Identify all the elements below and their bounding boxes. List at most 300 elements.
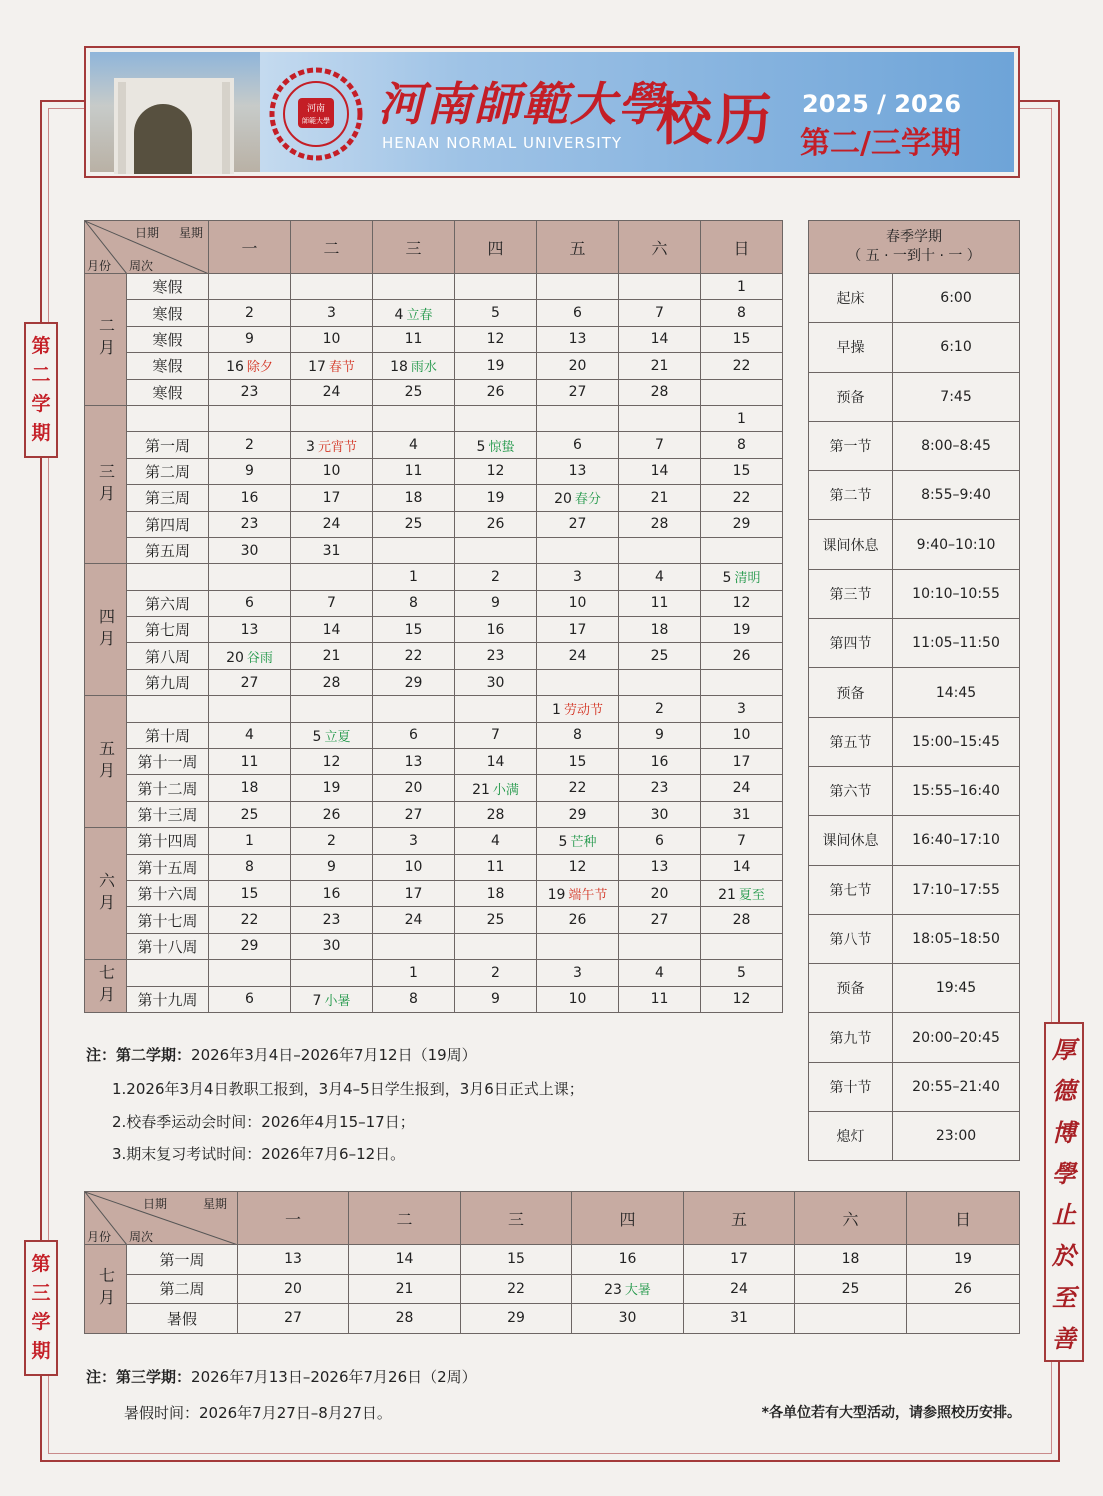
day-number: 15 xyxy=(404,621,423,638)
day-number: 25 xyxy=(404,516,423,533)
corner-weekno-label: 周次 xyxy=(129,1230,154,1244)
day-number: 2 xyxy=(245,305,254,322)
day-number: 31 xyxy=(322,542,341,559)
month-label: 三月 xyxy=(85,405,127,563)
schedule-row xyxy=(809,1062,1020,1111)
day-cell xyxy=(537,722,619,748)
day-cell xyxy=(619,300,701,326)
day-number: 1 xyxy=(737,410,746,427)
day-number: 4 xyxy=(655,964,664,981)
day-cell xyxy=(537,326,619,352)
schedule-row xyxy=(809,372,1020,421)
day-number: 28 xyxy=(650,516,669,533)
day-number: 24 xyxy=(404,912,423,929)
day-cell xyxy=(537,617,619,643)
day-number: 14 xyxy=(486,753,505,770)
day-cell xyxy=(701,353,783,379)
day-cell xyxy=(455,405,537,431)
calendar-row xyxy=(85,880,783,906)
day-cell xyxy=(619,722,701,748)
schedule-item: 第三节 xyxy=(809,569,893,618)
day-cell xyxy=(291,801,373,827)
day-number: 29 xyxy=(240,938,259,955)
day-cell xyxy=(701,300,783,326)
day-cell xyxy=(701,669,783,695)
day-number: 11 xyxy=(240,753,259,770)
day-cell xyxy=(619,696,701,722)
day-header: 一 xyxy=(209,221,291,274)
holiday-label: 芒种 xyxy=(570,835,597,851)
day-cell xyxy=(455,828,537,854)
day-number: 6 xyxy=(573,437,582,454)
day-cell xyxy=(291,432,373,458)
day-number: 27 xyxy=(240,674,259,691)
vertical-char: 止 xyxy=(1052,1200,1076,1230)
day-number: 18 xyxy=(486,885,505,902)
campus-gate-image xyxy=(90,52,260,172)
day-cell xyxy=(455,274,537,300)
holiday-label: 惊蛰 xyxy=(488,439,515,455)
day-number: 3 xyxy=(737,700,746,717)
holiday-label: 小满 xyxy=(492,782,519,798)
day-number: 7 xyxy=(655,305,664,322)
day-cell xyxy=(619,564,701,590)
schedule-row xyxy=(809,471,1020,520)
schedule-row xyxy=(809,619,1020,668)
month-label: 七月 xyxy=(85,1245,127,1334)
day-cell xyxy=(209,669,291,695)
note-item: 2.校春季运动会时间：2026年4月15–17日； xyxy=(112,1113,415,1131)
svg-text:河南: 河南 xyxy=(306,104,326,114)
day-header: 五 xyxy=(684,1192,795,1245)
day-number: 24 xyxy=(732,780,751,797)
day-cell xyxy=(291,828,373,854)
day-number: 2 xyxy=(655,700,664,717)
day-number: 20 xyxy=(404,780,423,797)
day-number: 17 xyxy=(568,621,587,638)
note-prefix: 注： xyxy=(86,1368,117,1386)
day-number: 20 xyxy=(554,491,572,508)
day-number: 3 xyxy=(306,438,315,455)
day-cell xyxy=(619,749,701,775)
day-cell xyxy=(291,564,373,590)
day-cell xyxy=(455,960,537,986)
day-cell xyxy=(701,749,783,775)
day-number: 26 xyxy=(486,516,505,533)
day-number: 10 xyxy=(322,331,341,348)
schedule-item: 预备 xyxy=(809,964,893,1013)
corner-date-label: 日期 xyxy=(135,226,160,240)
day-number: 3 xyxy=(573,568,582,585)
week-label: 第十五周 xyxy=(127,854,209,880)
day-cell xyxy=(291,511,373,537)
day-cell xyxy=(209,274,291,300)
day-cell xyxy=(537,880,619,906)
calendar-row xyxy=(85,722,783,748)
day-number: 27 xyxy=(568,516,587,533)
day-cell xyxy=(455,801,537,827)
day-number: 5 xyxy=(476,438,486,455)
day-cell xyxy=(684,1245,795,1275)
day-number: 8 xyxy=(573,727,582,744)
day-number: 2 xyxy=(491,964,500,981)
schedule-item: 课间休息 xyxy=(809,816,893,865)
day-header: 五 xyxy=(537,221,619,274)
day-cell xyxy=(537,458,619,484)
week-label: 第二周 xyxy=(127,458,209,484)
day-cell xyxy=(455,458,537,484)
calendar-row xyxy=(85,775,783,801)
day-number: 15 xyxy=(507,1251,525,1268)
day-number: 24 xyxy=(568,648,587,665)
schedule-item: 课间休息 xyxy=(809,520,893,569)
day-cell xyxy=(795,1304,907,1334)
day-cell xyxy=(684,1304,795,1334)
day-header: 六 xyxy=(795,1192,907,1245)
day-number: 19 xyxy=(486,489,505,506)
month-label: 四月 xyxy=(85,564,127,696)
calendar-row xyxy=(85,432,783,458)
day-cell xyxy=(619,801,701,827)
holiday-label: 除夕 xyxy=(246,360,273,376)
day-number: 4 xyxy=(409,437,418,454)
header-background xyxy=(90,52,1014,172)
day-number: 23 xyxy=(240,384,259,401)
day-number: 14 xyxy=(395,1251,414,1268)
day-cell xyxy=(291,300,373,326)
day-number: 26 xyxy=(486,384,505,401)
day-cell xyxy=(701,617,783,643)
calendar-row xyxy=(85,274,783,300)
day-cell xyxy=(701,590,783,616)
day-cell xyxy=(619,854,701,880)
week-label xyxy=(127,960,209,986)
day-cell xyxy=(701,880,783,906)
vertical-char: 三 xyxy=(31,1282,51,1304)
day-cell xyxy=(373,907,455,933)
calendar-row xyxy=(85,485,783,511)
calendar-row xyxy=(85,405,783,431)
day-number: 13 xyxy=(404,753,423,770)
day-cell xyxy=(701,458,783,484)
day-cell xyxy=(907,1245,1020,1275)
day-cell xyxy=(455,907,537,933)
day-cell xyxy=(209,801,291,827)
day-cell xyxy=(619,379,701,405)
day-cell xyxy=(537,775,619,801)
day-cell xyxy=(291,907,373,933)
calendar-row xyxy=(85,749,783,775)
day-number: 17 xyxy=(404,885,423,902)
day-number: 22 xyxy=(568,780,587,797)
week-label xyxy=(127,696,209,722)
day-cell xyxy=(701,907,783,933)
day-cell xyxy=(209,511,291,537)
day-cell xyxy=(455,432,537,458)
week-label xyxy=(127,405,209,431)
day-cell xyxy=(373,749,455,775)
day-number: 1 xyxy=(737,278,746,295)
calendar-row xyxy=(85,1304,1020,1334)
day-cell xyxy=(537,643,619,669)
day-number: 11 xyxy=(650,595,669,612)
day-number: 29 xyxy=(507,1310,525,1327)
day-number: 19 xyxy=(732,621,751,638)
day-number: 27 xyxy=(284,1310,302,1327)
day-cell xyxy=(455,590,537,616)
day-number: 21 xyxy=(322,648,341,665)
vertical-char: 第 xyxy=(31,335,51,357)
daily-schedule-table xyxy=(808,220,1020,1161)
day-cell xyxy=(209,458,291,484)
day-cell xyxy=(619,960,701,986)
schedule-row xyxy=(809,816,1020,865)
schedule-item: 第十节 xyxy=(809,1062,893,1111)
day-cell xyxy=(373,485,455,511)
day-number: 6 xyxy=(573,305,582,322)
day-number: 7 xyxy=(737,832,746,849)
schedule-time: 15:00–15:45 xyxy=(893,717,1020,766)
day-cell xyxy=(373,854,455,880)
calendar-row xyxy=(85,960,783,986)
day-number: 7 xyxy=(655,437,664,454)
day-cell xyxy=(907,1304,1020,1334)
vertical-char: 厚 xyxy=(1052,1035,1076,1065)
day-number: 5 xyxy=(491,305,500,322)
day-cell xyxy=(701,379,783,405)
calendar-row xyxy=(85,933,783,959)
calendar-row xyxy=(85,696,783,722)
schedule-row xyxy=(809,668,1020,717)
day-cell xyxy=(209,696,291,722)
day-cell xyxy=(455,986,537,1012)
day-number: 30 xyxy=(240,542,259,559)
day-cell xyxy=(373,511,455,537)
day-cell xyxy=(701,485,783,511)
day-cell xyxy=(291,590,373,616)
day-number: 10 xyxy=(322,463,341,480)
day-cell xyxy=(291,485,373,511)
calendar-row xyxy=(85,326,783,352)
schedule-item: 熄灯 xyxy=(809,1112,893,1161)
day-cell xyxy=(537,801,619,827)
day-number: 5 xyxy=(558,834,568,851)
day-cell xyxy=(455,775,537,801)
day-number: 8 xyxy=(409,991,418,1008)
corner-date-label: 日期 xyxy=(143,1197,168,1211)
schedule-item: 预备 xyxy=(809,668,893,717)
day-number: 11 xyxy=(404,331,423,348)
day-cell xyxy=(619,775,701,801)
day-number: 10 xyxy=(568,991,587,1008)
day-cell xyxy=(537,405,619,431)
day-cell xyxy=(619,617,701,643)
calendar-row xyxy=(85,537,783,563)
semester3-note xyxy=(86,1366,477,1387)
day-number: 2 xyxy=(327,832,336,849)
schedule-row xyxy=(809,766,1020,815)
day-number: 20 xyxy=(284,1280,302,1297)
school-motto xyxy=(1044,1022,1084,1362)
schedule-item: 第九节 xyxy=(809,1013,893,1062)
day-number: 19 xyxy=(954,1251,972,1268)
day-number: 17 xyxy=(322,489,341,506)
day-cell xyxy=(373,432,455,458)
schedule-time: 17:10–17:55 xyxy=(893,865,1020,914)
day-number: 11 xyxy=(486,859,505,876)
week-label: 第十八周 xyxy=(127,933,209,959)
day-cell xyxy=(701,274,783,300)
day-cell xyxy=(537,907,619,933)
day-number: 30 xyxy=(618,1310,637,1327)
day-header: 二 xyxy=(349,1192,461,1245)
day-cell xyxy=(291,353,373,379)
day-number: 6 xyxy=(409,727,418,744)
day-number: 25 xyxy=(486,912,505,929)
day-cell xyxy=(619,933,701,959)
calendar-row xyxy=(85,379,783,405)
schedule-title: 春季学期 xyxy=(886,229,942,245)
week-label: 第一周 xyxy=(127,432,209,458)
day-cell xyxy=(209,353,291,379)
week-label: 第十七周 xyxy=(127,907,209,933)
holiday-label: 元宵节 xyxy=(317,439,357,455)
day-cell xyxy=(209,828,291,854)
day-number: 5 xyxy=(722,570,732,587)
day-cell xyxy=(701,511,783,537)
note-label: 第三学期： xyxy=(116,1368,192,1386)
day-header: 四 xyxy=(572,1192,684,1245)
day-number: 24 xyxy=(322,384,341,401)
schedule-row xyxy=(809,1112,1020,1161)
vertical-char: 至 xyxy=(1052,1282,1076,1312)
day-cell xyxy=(373,353,455,379)
day-cell xyxy=(209,617,291,643)
day-number: 31 xyxy=(732,806,751,823)
holiday-label: 谷雨 xyxy=(246,650,273,666)
day-number: 10 xyxy=(568,595,587,612)
day-cell xyxy=(209,960,291,986)
day-number: 7 xyxy=(327,595,336,612)
holiday-label: 雨水 xyxy=(410,360,437,376)
day-cell xyxy=(373,828,455,854)
schedule-time: 19:45 xyxy=(893,964,1020,1013)
week-label: 第九周 xyxy=(127,669,209,695)
calendar-row xyxy=(85,828,783,854)
day-cell xyxy=(537,960,619,986)
day-number: 1 xyxy=(245,832,254,849)
day-cell xyxy=(619,880,701,906)
day-cell xyxy=(461,1245,572,1275)
schedule-row xyxy=(809,865,1020,914)
svg-text:師範大學: 師範大學 xyxy=(302,117,330,125)
holiday-label: 端午节 xyxy=(568,888,608,904)
day-number: 12 xyxy=(486,463,505,480)
day-number: 3 xyxy=(409,832,418,849)
vertical-char: 期 xyxy=(31,1340,51,1362)
week-label xyxy=(127,564,209,590)
day-cell xyxy=(373,458,455,484)
day-number: 10 xyxy=(404,859,423,876)
day-number: 21 xyxy=(395,1280,414,1297)
day-number: 12 xyxy=(732,991,751,1008)
corner-weekday-label: 星期 xyxy=(179,226,204,240)
day-number: 11 xyxy=(404,463,423,480)
day-number: 28 xyxy=(650,384,669,401)
holiday-label: 立春 xyxy=(406,307,433,323)
schedule-row xyxy=(809,964,1020,1013)
semester2-calendar xyxy=(84,220,783,1013)
day-header: 三 xyxy=(373,221,455,274)
day-number: 14 xyxy=(732,859,751,876)
holiday-label: 清明 xyxy=(734,571,761,587)
day-number: 30 xyxy=(486,674,505,691)
calendar-row xyxy=(85,854,783,880)
day-cell xyxy=(373,537,455,563)
semester3-side-tab xyxy=(24,1240,58,1376)
day-cell xyxy=(209,907,291,933)
day-number: 25 xyxy=(404,384,423,401)
holiday-label: 夏至 xyxy=(738,888,765,904)
day-number: 17 xyxy=(308,359,326,376)
day-number: 28 xyxy=(322,674,341,691)
day-cell xyxy=(537,485,619,511)
day-cell xyxy=(701,933,783,959)
calendar-row xyxy=(85,511,783,537)
day-cell xyxy=(701,801,783,827)
calendar-row xyxy=(85,669,783,695)
day-cell xyxy=(537,274,619,300)
day-cell xyxy=(373,775,455,801)
day-cell xyxy=(373,564,455,590)
day-number: 4 xyxy=(655,568,664,585)
day-cell xyxy=(455,854,537,880)
day-number: 22 xyxy=(507,1280,525,1297)
day-cell xyxy=(701,960,783,986)
day-cell xyxy=(619,326,701,352)
day-number: 18 xyxy=(240,780,259,797)
day-number: 15 xyxy=(732,463,751,480)
day-number: 12 xyxy=(486,331,505,348)
schedule-time: 15:55–16:40 xyxy=(893,766,1020,815)
schedule-item: 第八节 xyxy=(809,914,893,963)
day-cell xyxy=(291,696,373,722)
day-cell xyxy=(373,300,455,326)
day-header: 二 xyxy=(291,221,373,274)
day-number: 3 xyxy=(327,305,336,322)
day-cell xyxy=(701,722,783,748)
day-cell xyxy=(291,880,373,906)
day-cell xyxy=(455,353,537,379)
day-cell xyxy=(701,564,783,590)
day-header: 日 xyxy=(907,1192,1020,1245)
day-number: 5 xyxy=(737,964,746,981)
day-cell xyxy=(461,1304,572,1334)
day-cell xyxy=(619,643,701,669)
day-cell xyxy=(209,749,291,775)
week-label: 寒假 xyxy=(127,300,209,326)
day-cell xyxy=(537,537,619,563)
day-number: 4 xyxy=(394,306,404,323)
week-label: 第八周 xyxy=(127,643,209,669)
day-number: 21 xyxy=(650,357,669,374)
day-number: 31 xyxy=(730,1310,748,1327)
day-cell xyxy=(238,1245,349,1275)
day-cell xyxy=(291,379,373,405)
week-label: 第十二周 xyxy=(127,775,209,801)
day-cell xyxy=(537,353,619,379)
schedule-time: 9:40–10:10 xyxy=(893,520,1020,569)
